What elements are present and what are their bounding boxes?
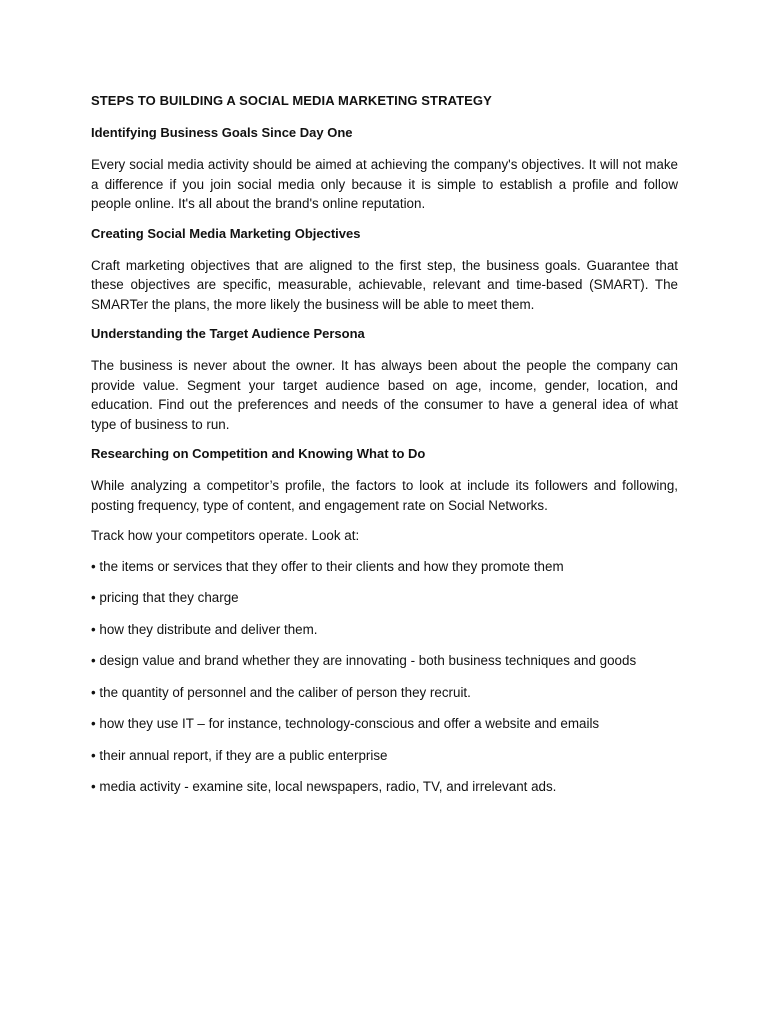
- section-business-goals: [91, 124, 678, 214]
- section-heading: Researching on Competition and Knowing What to Do: [91, 446, 426, 461]
- section-target-audience: [91, 325, 678, 434]
- list-item: • the items or services that they offer to their clients and how they promote them: [91, 558, 564, 574]
- list-item: • how they use IT – for instance, technology-conscious and offer a website and emails: [91, 716, 600, 731]
- section-competition-research: [91, 445, 678, 797]
- list-item: • design value and brand whether they are innovating - both business techniques and goods: [91, 653, 637, 668]
- section-marketing-objectives: [91, 225, 678, 315]
- list-item: • the quantity of personnel and the caliber of person they recruit.: [91, 684, 471, 700]
- paragraph: Track how your competitors operate. Look at:: [91, 528, 360, 543]
- competitor-checklist: [91, 557, 678, 797]
- section-heading: Understanding the Target Audience Persona: [91, 326, 365, 341]
- list-item: • their annual report, if they are a public enterprise: [91, 747, 388, 763]
- list-item: • how they distribute and deliver them.: [91, 621, 318, 637]
- paragraph: Every social media activity should be aimed at achieving the company's objectives. It will not make a difference if you join social media only because it is simple to establish a profile and follow people online. It's all about the brand's online reputation.: [91, 157, 678, 211]
- list-item: • pricing that they charge: [91, 590, 239, 605]
- list-item: • media activity - examine site, local newspapers, radio, TV, and irrelevant ads.: [91, 779, 557, 794]
- paragraph: Craft marketing objectives that are aligned to the first step, the business goals. Guarantee that these objectives are specific, measurable, achievable, relevant and time-based (SMART). The SMARTer the plans, the more likely the business will be able to meet them.: [91, 257, 678, 312]
- section-heading: Identifying Business Goals Since Day One: [91, 125, 353, 140]
- section-heading: Creating Social Media Marketing Objectives: [91, 225, 361, 241]
- paragraph: The business is never about the owner. It has always been about the people the company can provide value. Segment your target audience based on age, income, gender, location, and education. Find out the preferences and needs of the consumer to have a general idea of what type of business to run.: [91, 358, 678, 432]
- document-page: [91, 92, 678, 809]
- document-title: STEPS TO BUILDING A SOCIAL MEDIA MARKETING STRATEGY: [91, 93, 492, 108]
- paragraph: While analyzing a competitor’s profile, the factors to look at include its followers and following, posting frequency, type of content, and engagement rate on Social Networks.: [91, 478, 678, 513]
